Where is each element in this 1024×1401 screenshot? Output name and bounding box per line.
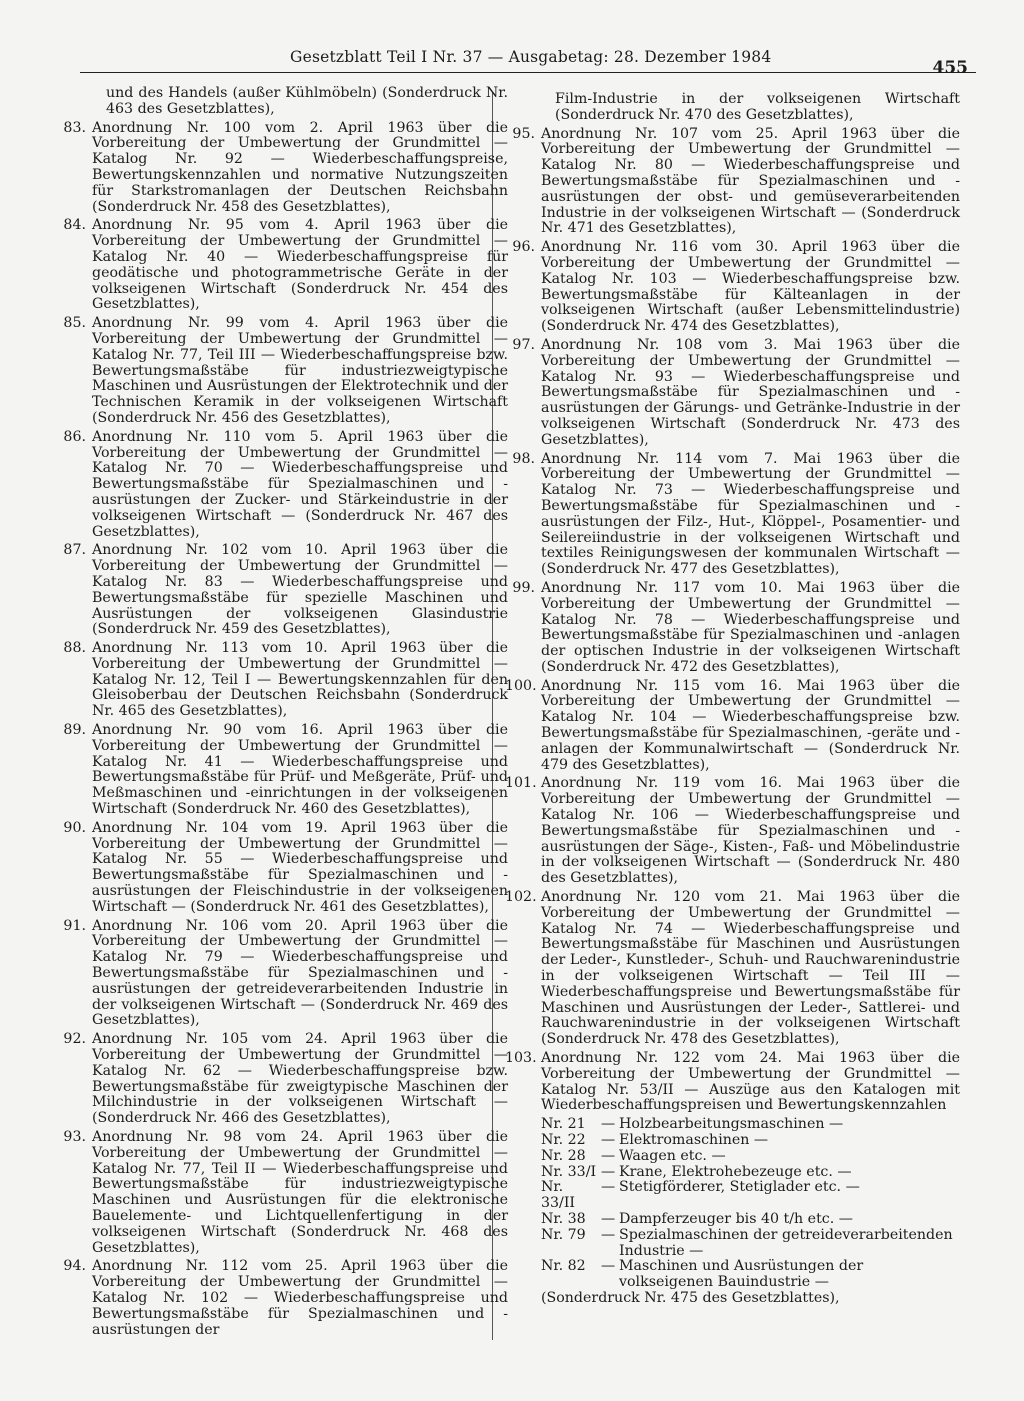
sublist-text: Dampferzeuger bis 40 t/h etc. — [619,1210,853,1227]
entry-number: 98. [512,450,535,467]
entry-text: Anordnung Nr. 107 vom 25. April 1963 über die Vorbereitung der Umbewertung der Grundmittel — Katalog Nr. 80 — Wiederbeschaffungspreise und Bewertungsmaßstäbe für Spezialmaschinen und -ausrüstungen der obst- und gemüseverarbeitenden Industrie in der volkseigenen Wirtschaft — (Sonderdruck Nr. 471 des Gesetzblattes), [541,125,960,237]
list-entry [505,127,960,238]
list-entry [56,821,508,916]
sublist-number: Nr. 28 [541,1147,586,1164]
header-title: Gesetzblatt Teil I Nr. 37 — Ausgabetag: 28. Dezember 1984 [290,48,772,66]
entry-text: Anordnung Nr. 104 vom 19. April 1963 über die Vorbereitung der Umbewertung der Grundmittel — Katalog Nr. 55 — Wiederbeschaffungspreise und Bewertungsmaßstäbe für Spezialmaschinen und -ausrüstungen der Fleischindustrie in der volkseigenen Wirtschaft — (Sonderdruck Nr. 461 des Gesetzblattes), [92,819,508,915]
entry-text: Anordnung Nr. 102 vom 10. April 1963 über die Vorbereitung der Umbewertung der Grundmittel — Katalog Nr. 83 — Wiederbeschaffungspreise und Bewertungsmaßstäbe für spezielle Maschinen und Ausrüstungen der volkseigenen Glasindustrie (Sonderdruck Nr. 459 des Gesetzblattes), [92,542,508,638]
entry-text: Anordnung Nr. 115 vom 16. Mai 1963 über die Vorbereitung der Umbewertung der Grundmittel — Katalog Nr. 104 — Wiederbeschaffungspreise bzw. Bewertungsmaßstäbe für Spezialmaschinen, -geräte und -anlagen der Kommunalwirtschaft — (Sonderdruck Nr. 479 des Gesetzblattes), [541,677,960,773]
sublist-dash: — [601,1210,616,1227]
sublist-item [541,1180,960,1212]
list-entry [505,240,960,335]
sublist-number: Nr. 82 [541,1258,586,1275]
list-entry [56,218,508,313]
entry-number: 95. [512,125,535,142]
entry-number: 101. [505,775,537,792]
closing-text: (Sonderdruck Nr. 475 des Gesetzblattes), [541,1289,840,1306]
entry-text: Anordnung Nr. 100 vom 2. April 1963 über die Vorbereitung der Umbewertung der Grundmittel — Katalog Nr. 92 — Wiederbeschaffungspreise, Bewertungskennzahlen und normative Nutzungszeiten für Starkstromanlagen der Deutschen Reichsbahn (Sonderdruck Nr. 458 des Gesetzblattes), [92,119,508,215]
sublist-text: Maschinen und Ausrüstungen der volkseigenen Bauindustrie — [619,1258,864,1291]
sublist-dash: — [601,1179,616,1196]
entry-text: Anordnung Nr. 108 vom 3. Mai 1963 über die Vorbereitung der Umbewertung der Grundmittel — Katalog Nr. 93 — Wiederbeschaffungspreise und Bewertungsmaßstäbe für Spezialmaschinen und -ausrüstungen der Gärungs- und Getränke-Industrie in der volkseigenen Wirtschaft (Sonderdruck Nr. 473 des Gesetzblattes), [541,336,960,448]
entry-number: 94. [63,1258,86,1275]
left-column [56,86,508,1341]
list-entry [56,543,508,638]
list-entry [505,338,960,449]
entry-text: Anordnung Nr. 119 vom 16. Mai 1963 über die Vorbereitung der Umbewertung der Grundmittel — Katalog Nr. 106 — Wiederbeschaffungspreise und Bewertungsmaßstäbe für Spezialmaschinen und -ausrüstungen der Säge-, Kisten-, Faß- und Möbelindustrie in der volkseigenen Wirtschaft — (Sonderdruck Nr. 480 des Gesetzblattes), [541,775,960,887]
page-header [80,44,976,78]
entry-text: Anordnung Nr. 112 vom 25. April 1963 über die Vorbereitung der Umbewertung der Grundmittel — Katalog Nr. 102 — Wiederbeschaffungspreise und Bewertungsmaßstäbe für Spezialmaschinen und -ausrüstungen der [92,1258,508,1338]
sublist-number: Nr. 22 [541,1132,586,1148]
entry-number: 90. [63,819,86,836]
sublist-number: Nr. 33/II [541,1179,576,1212]
entry-text: Anordnung Nr. 122 vom 24. Mai 1963 über die Vorbereitung der Umbewertung der Grundmittel — Katalog Nr. 53/II — Auszüge aus den Katalogen mit Wiederbeschaffungspreisen und Bewertungskennzahlen [541,1050,960,1114]
sublist-text: Krane, Elektrohebezeuge etc. — [619,1163,852,1180]
list-entry [56,430,508,541]
entry-number: 85. [63,315,86,332]
sublist-number: Nr. 33/I [541,1163,597,1180]
list-entry [56,1032,508,1127]
entry-text: Anordnung Nr. 120 vom 21. Mai 1963 über die Vorbereitung der Umbewertung der Grundmittel — Katalog Nr. 74 — Wiederbeschaffungspreise und Bewertungsmaßstäbe für Maschinen und Ausrüstungen der Leder-, Kunstleder-, Schuh- und Rauchwarenindustrie in der volkseigenen Wirtschaft — Teil III — Wiederbeschaffungspreise und Bewertungsmaßstäbe für Maschinen und Ausrüstungen der Leder-, Sattlerei- und Rauchwarenindustrie in der volkseigenen Wirtschaft (Sonderdruck Nr. 478 des Gesetzblattes), [541,889,960,1048]
entry-number: 96. [512,239,535,256]
right-column [505,92,960,1307]
sublist-dash: — [601,1147,616,1164]
right-intro: Film-Industrie in der volkseigenen Wirtschaft (Sonderdruck Nr. 470 des Gesetzblattes), [555,91,960,123]
entry-number: 92. [63,1031,86,1048]
entry-text: Anordnung Nr. 106 vom 20. April 1963 über die Vorbereitung der Umbewertung der Grundmittel — Katalog Nr. 79 — Wiederbeschaffungspreise und Bewertungsmaßstäbe für Spezialmaschinen und -ausrüstungen der getreideverarbeitenden Industrie in der volkseigenen Wirtschaft — (Sonderdruck Nr. 469 des Gesetzblattes), [92,917,508,1029]
sublist-item [541,1259,960,1291]
sublist-text: Stetigförderer, Stetiglader etc. — [619,1179,860,1196]
list-entry [505,581,960,676]
list-entry [505,1051,960,1114]
entry-number: 89. [63,722,86,739]
entry-number: 100. [505,677,537,694]
sublist-number: Nr. 21 [541,1116,586,1133]
sublist-text: Waagen etc. — [619,1147,726,1164]
sublist-text: Elektromaschinen — [619,1132,769,1148]
entry-number: 88. [63,640,86,657]
entry-number: 84. [63,217,86,234]
list-entry [56,316,508,427]
entry-text: Anordnung Nr. 99 vom 4. April 1963 über die Vorbereitung der Umbewertung der Grundmittel — Katalog Nr. 77, Teil III — Wiederbeschaffungspreise bzw. Bewertungsmaßstäbe für industriezweigtypische Maschinen und Ausrüstungen der Elektrotechnik und der Technischen Keramik in der volkseigenen Wirtschaft (Sonderdruck Nr. 456 des Gesetzblattes), [92,315,508,426]
sublist-text: Holzbearbeitungsmaschinen — [619,1116,844,1133]
sublist-dash: — [601,1116,616,1133]
list-entry [56,1259,508,1338]
sublist-item [541,1133,960,1149]
sublist-number: Nr. 79 [541,1226,586,1243]
entry-number: 99. [512,579,535,596]
entry-text: Anordnung Nr. 98 vom 24. April 1963 über die Vorbereitung der Umbewertung der Grundmittel — Katalog Nr. 77, Teil II — Wiederbeschaffungspreise und Bewertungsmaßstäbe für industriezweigtypische Maschinen und Ausrüstungen für die elektronische Bauelemente- und Lichtquellenfertigung in der volkseigenen Wirtschaft (Sonderdruck Nr. 468 des Gesetzblattes), [92,1129,508,1256]
list-entry [505,890,960,1048]
entry-number: 93. [63,1129,86,1145]
entry-number: 103. [505,1050,537,1067]
entry-number: 97. [512,336,535,353]
sublist-dash: — [601,1226,616,1243]
sublist-dash: — [601,1132,616,1148]
sublist-text: Spezialmaschinen der getreideverarbeitenden Industrie — [619,1226,953,1259]
list-entry [56,641,508,720]
entry-text: Anordnung Nr. 110 vom 5. April 1963 über die Vorbereitung der Umbewertung der Grundmittel — Katalog Nr. 70 — Wiederbeschaffungspreise und Bewertungsmaßstäbe für Spezialmaschinen und -ausrüstungen der Zucker- und Stärkeindustrie in der volkseigenen Wirtschaft — (Sonderdruck Nr. 467 des Gesetzblattes), [92,428,508,540]
entry-number: 91. [63,917,86,934]
entry-text: Anordnung Nr. 117 vom 10. Mai 1963 über die Vorbereitung der Umbewertung der Grundmittel — Katalog Nr. 78 — Wiederbeschaffungspreise und Bewertungsmaßstäbe für Spezialmaschinen und -anlagen der optischen Industrie in der volkseigenen Wirtschaft (Sonderdruck Nr. 472 des Gesetzblattes), [541,579,960,675]
entry-number: 87. [63,542,86,559]
entry-number: 86. [63,428,86,445]
entry-text: Anordnung Nr. 90 vom 16. April 1963 über die Vorbereitung der Umbewertung der Grundmittel — Katalog Nr. 41 — Wiederbeschaffungspreise und Bewertungsmaßstäbe für Prüf- und Meßgeräte, Prüf- und Meßmaschinen und -einrichtungen in der volkseigenen Wirtschaft (Sonderdruck Nr. 460 des Gesetzblattes), [92,722,508,818]
entry-text: Anordnung Nr. 114 vom 7. Mai 1963 über die Vorbereitung der Umbewertung der Grundmittel — Katalog Nr. 73 — Wiederbeschaffungspreise und Bewertungsmaßstäbe für Spezialmaschinen und -ausrüstungen der Filz-, Hut-, Klöppel-, Posamentier- und Seilereiindustrie in der volkseigenen Wirtschaft und textiles Reinigungswesen der kommunalen Wirtschaft — (Sonderdruck Nr. 477 des Gesetzblattes), [541,450,960,578]
left-intro: und des Handels (außer Kühlmöbeln) (Sonderdruck Nr. 463 des Gesetzblattes), [106,85,508,117]
sublist-number: Nr. 38 [541,1210,586,1227]
sublist-item [541,1117,960,1133]
page-number: 455 [932,58,968,78]
sublist-item [541,1165,960,1181]
list-entry [56,1130,508,1256]
entry-number: 83. [63,119,86,136]
sublist-dash: — [601,1258,616,1275]
entry-text: Anordnung Nr. 116 vom 30. April 1963 über die Vorbereitung der Umbewertung der Grundmittel — Katalog Nr. 103 — Wiederbeschaffungspreise bzw. Bewertungsmaßstäbe für Kälteanlagen in der volkseigenen Wirtschaft (außer Lebensmittelindustrie) (Sonderdruck Nr. 474 des Gesetzblattes), [541,239,960,335]
list-entry [56,723,508,818]
list-entry [505,679,960,774]
sublist-item [541,1212,960,1228]
catalog-sublist [541,1117,960,1291]
sublist-dash: — [601,1163,616,1180]
list-entry [505,776,960,887]
entry-text: Anordnung Nr. 105 vom 24. April 1963 über die Vorbereitung der Umbewertung der Grundmittel — Katalog Nr. 62 — Wiederbeschaffungspreise bzw. Bewertungsmaßstäbe für zweigtypische Maschinen der Milchindustrie in der volkseigenen Wirtschaft — (Sonderdruck Nr. 466 des Gesetzblattes), [92,1031,508,1127]
sublist-item [541,1228,960,1260]
list-entry [56,121,508,216]
list-entry [56,919,508,1030]
entry-number: 102. [505,889,537,906]
entry-text: Anordnung Nr. 95 vom 4. April 1963 über die Vorbereitung der Umbewertung der Grundmittel — Katalog Nr. 40 — Wiederbeschaffungspreise für geodätische und photogrammetrische Geräte in der volkseigenen Wirtschaft (Sonderdruck Nr. 454 des Gesetzblattes), [92,217,508,313]
sublist-item [541,1149,960,1165]
list-entry [505,452,960,578]
entry-text: Anordnung Nr. 113 vom 10. April 1963 über die Vorbereitung der Umbewertung der Grundmittel — Katalog Nr. 12, Teil I — Bewertungskennzahlen für den Gleisoberbau der Deutschen Reichsbahn (Sonderdruck Nr. 465 des Gesetzblattes), [92,640,508,720]
